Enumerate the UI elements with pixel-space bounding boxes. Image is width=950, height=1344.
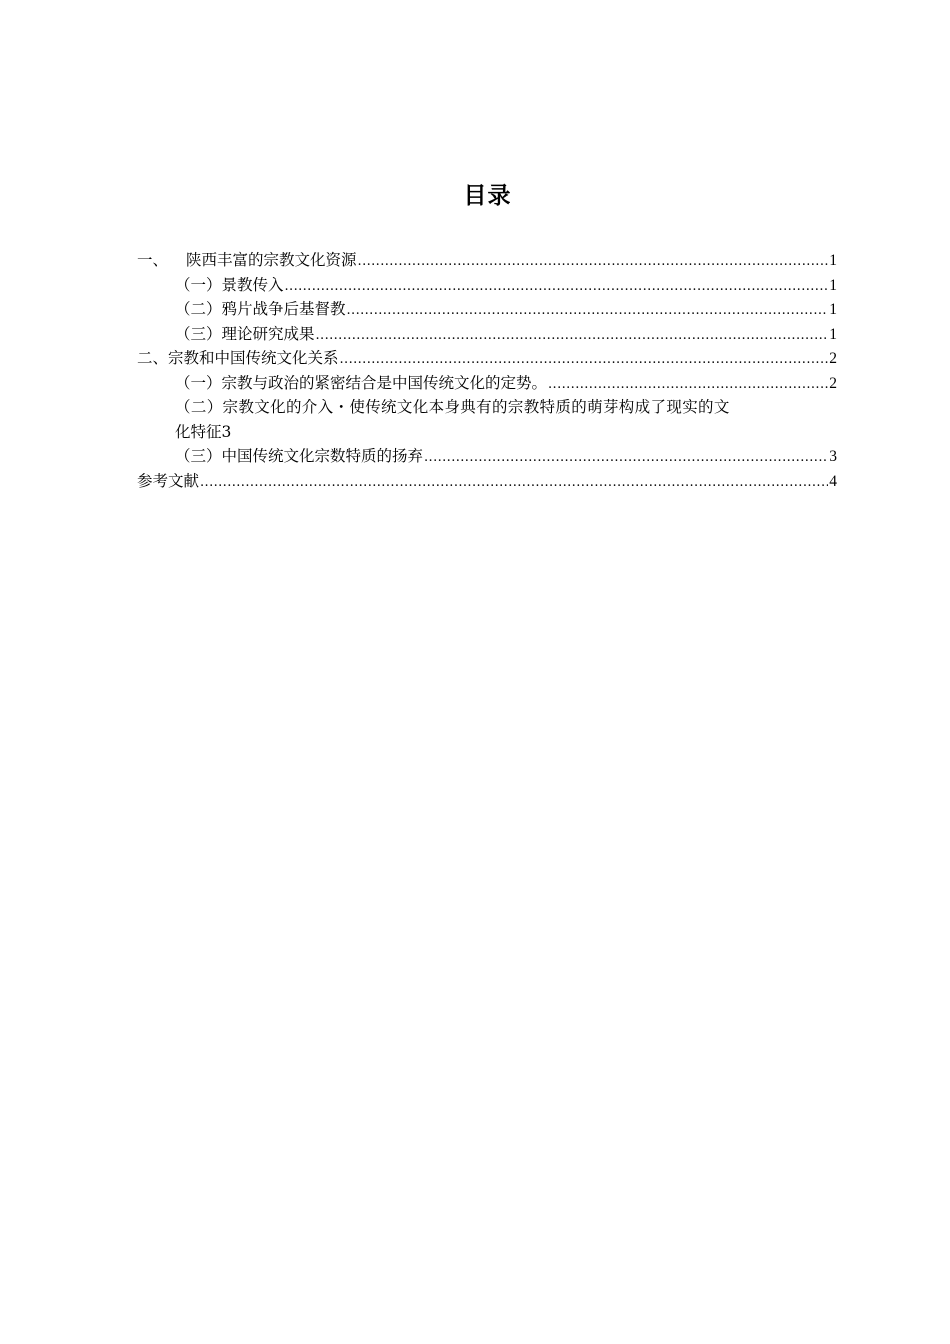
toc-entry-section-2-1[interactable]	[137, 371, 837, 396]
toc-page-number: 3	[221, 422, 232, 441]
toc-entry-text: 参考文献	[137, 471, 200, 490]
dot-leader	[340, 348, 829, 373]
toc-entry-text: （一）景教传入	[175, 275, 284, 294]
toc-entry-text: （二）鸦片战争后基督教	[175, 300, 346, 318]
toc-page-number: 1	[829, 325, 837, 343]
toc-entry-text: （三）中国传统文化宗数特质的扬弃	[175, 447, 424, 465]
dot-leader	[548, 373, 828, 398]
toc-page-number: 1	[829, 276, 837, 294]
toc-page-number: 1	[829, 252, 837, 269]
toc-page-number: 4	[829, 472, 837, 490]
toc-entry-text: （一）宗教与政治的紧密结合是中国传统文化的定势。	[175, 373, 548, 392]
dot-leader	[347, 299, 829, 324]
toc-entry-text: （三）理论研究成果	[175, 324, 315, 343]
toc-entry-line-2	[175, 420, 837, 445]
dot-leader	[424, 446, 828, 471]
toc-entry-chapter-2[interactable]	[137, 346, 837, 371]
toc-entry-section-1-1[interactable]	[137, 273, 837, 298]
table-of-contents	[137, 248, 837, 493]
dot-leader	[285, 275, 829, 300]
toc-page-number: 1	[829, 301, 837, 318]
toc-entry-text-line-2: 化特征	[175, 422, 222, 441]
toc-page-number: 2	[829, 374, 837, 392]
toc-entry-section-1-3[interactable]	[137, 322, 837, 347]
toc-entry-text: 二、宗教和中国传统文化关系	[137, 349, 339, 367]
dot-leader	[200, 471, 828, 496]
toc-page-number: 2	[829, 350, 837, 367]
toc-entry-section-2-3[interactable]	[137, 444, 837, 469]
toc-entry-text: 陕西丰富的宗教文化资源	[186, 251, 357, 269]
toc-entry-references[interactable]	[137, 469, 837, 494]
toc-entry-number: 一、	[137, 251, 169, 269]
toc-page-number: 3	[829, 448, 837, 465]
dot-leader	[316, 324, 829, 349]
toc-entry-section-1-2[interactable]	[137, 297, 837, 322]
toc-entry-chapter-1[interactable]	[137, 248, 837, 273]
toc-entry-text-line-1: （二）宗教文化的介入・使传统文化本身典有的宗教特质的萌芽构成了现实的文	[175, 398, 730, 416]
toc-entry-section-2-2[interactable]	[137, 395, 837, 444]
dot-leader	[358, 250, 829, 275]
toc-title: 目录	[463, 183, 512, 209]
